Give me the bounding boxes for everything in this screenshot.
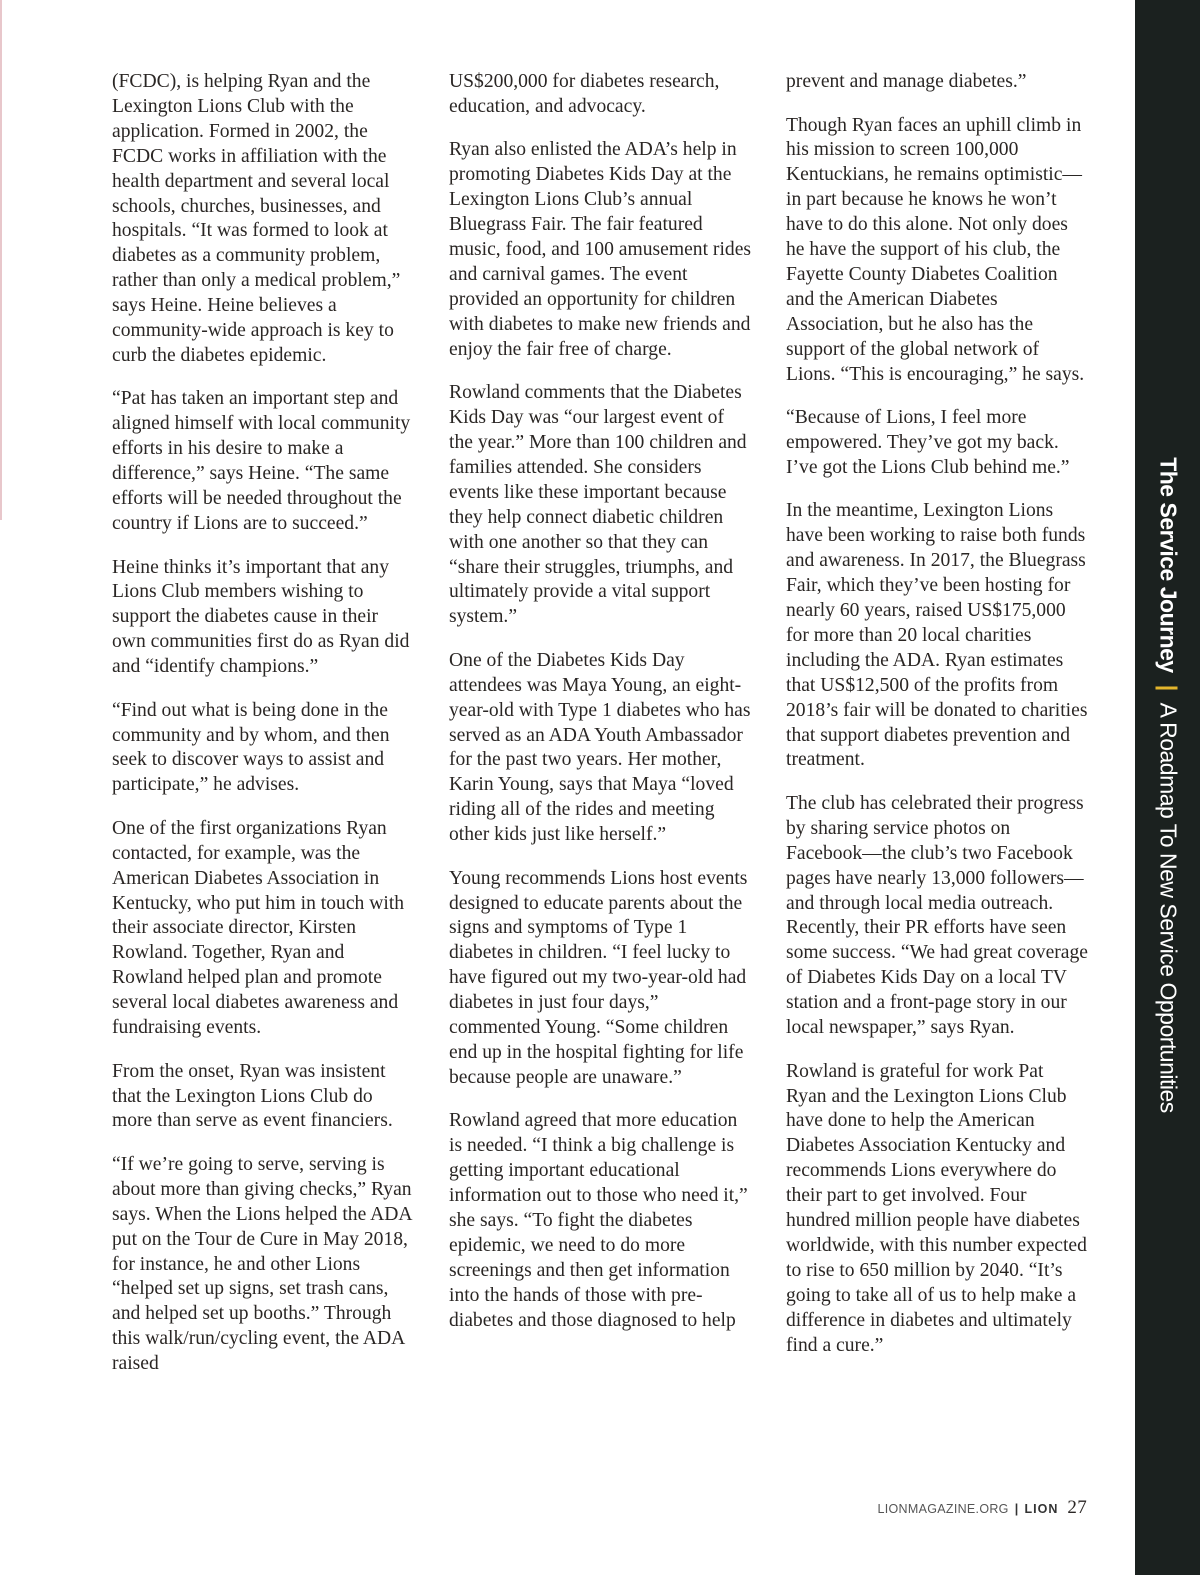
section-running-head	[1154, 457, 1181, 1113]
paragraph: “If we’re going to serve, serving is about more than giving checks,” Ryan says. When the Lions helped the ADA put on the Tour de Cure in May 2018, for instance, he and other Lions “helped set up signs, set trash cans, and helped set up booths.” Through this walk/run/cycling event, the ADA raised	[112, 1153, 412, 1375]
paragraph: The club has celebrated their progress by sharing service photos on Facebook—the club’s two Facebook pages have nearly 13,000 followers—and through local media outreach. Recently, their PR efforts have seen some success. “We had great coverage of Diabetes Kids Day on a local TV station and a front-page story in our local newspaper,” says Ryan.	[786, 792, 1088, 1039]
paragraph: Ryan also enlisted the ADA’s help in promoting Diabetes Kids Day at the Lexington Lions Club’s annual Bluegrass Fair. The fair featured music, food, and 100 amusement rides and carnival games. The event provided an opportunity for children with diabetes to make new friends and enjoy the fair free of charge.	[449, 139, 752, 360]
section-subtitle: A Roadmap To New Service Opportunities	[1155, 702, 1181, 1113]
paragraph: Though Ryan faces an uphill climb in his mission to screen 100,000 Kentuckians, he remains optimistic—in part because he knows he won’t have to do this alone. Not only does he have the support of his club, the Fayette County Diabetes Coalition and the American Diabetes Association, but he also has the support of the global network of Lions. “This is encouraging,” he says.	[786, 114, 1085, 385]
paragraph: From the onset, Ryan was insistent that the Lexington Lions Club do more than serve as event financiers.	[112, 1060, 393, 1132]
footer-separator: |	[1014, 1502, 1019, 1516]
footer-site: LIONMAGAZINE.ORG	[877, 1502, 1009, 1516]
section-title: The Service Journey	[1155, 457, 1181, 673]
section-sidebar	[1135, 0, 1200, 1575]
paragraph: prevent and manage diabetes.”	[786, 71, 1027, 92]
footer-brand: LION	[1024, 1502, 1059, 1516]
paragraph: Rowland is grateful for work Pat Ryan and the Lexington Lions Club have done to help the American Diabetes Association Kentucky and recommends Lions everywhere do their part to get involved. Four hundred million people have diabetes worldwide, with this number expected to rise to 650 million by 2040. “It’s going to take all of us to help make a difference in diabetes and ultimately find a cure.”	[786, 1060, 1087, 1356]
paragraph: Heine thinks it’s important that any Lions Club members wishing to support the diabetes cause in their own communities first do as Ryan did and “identify champions.”	[112, 556, 410, 678]
article-column-1	[112, 70, 414, 1396]
paragraph: One of the Diabetes Kids Day attendees was Maya Young, an eight-year-old with Type 1 diabetes who has served as an ADA Youth Ambassador for the past two years. Her mother, Karin Young, says that Maya “loved riding all of the rides and meeting other kids just like herself.”	[449, 649, 751, 846]
paragraph: Rowland agreed that more education is needed. “I think a big challenge is getting important educational information out to those who need it,” she says. “To fight the diabetes epidemic, we need to do more screenings and then get information into the hands of those with pre-diabetes and those diagnosed to help	[449, 1110, 748, 1331]
article-column-2	[449, 70, 751, 1352]
page-footer	[878, 1497, 1088, 1519]
sidebar-separator: |	[1155, 684, 1181, 691]
paragraph: Rowland comments that the Diabetes Kids Day was “our largest event of the year.” More than 100 children and families attended. She considers events like these important because they help connect diabetic children with one another so that they can “share their struggles, triumphs, and ultimately provide a vital support system.”	[449, 382, 747, 628]
paragraph: Young recommends Lions host events designed to educate parents about the signs and symptoms of Type 1 diabetes in children. “I feel lucky to have figured out my two-year-old had diabetes in just four days,” commented Young. “Some children end up in the hospital fighting for life because people are unaware.”	[449, 867, 748, 1088]
page-number: 27	[1067, 1497, 1087, 1518]
paragraph: “Because of Lions, I feel more empowered. They’ve got my back. I’ve got the Lions Club behind me.”	[786, 407, 1070, 478]
paragraph: One of the first organizations Ryan contacted, for example, was the American Diabetes Association in Kentucky, who put him in touch with their associate director, Kirsten Rowland. Together, Ryan and Rowland helped plan and promote several local diabetes awareness and fundraising events.	[112, 817, 405, 1039]
paragraph: “Pat has taken an important step and aligned himself with local community efforts in his desire to make a difference,” says Heine. “The same efforts will be needed throughout the country if Lions are to succeed.”	[112, 388, 411, 534]
page-edge-rule	[0, 0, 2, 520]
article-column-3	[786, 70, 1088, 1377]
paragraph: US$200,000 for diabetes research, education, and advocacy.	[449, 71, 720, 117]
paragraph: “Find out what is being done in the community and by whom, and then seek to discover ways to assist and participate,” he advises.	[112, 699, 390, 796]
paragraph: In the meantime, Lexington Lions have been working to raise both funds and awareness. In 2017, the Bluegrass Fair, which they’ve been hosting for nearly 60 years, raised US$175,000 for more than 20 local charities including the ADA. Ryan estimates that US$12,500 of the profits from 2018’s fair will be donated to charities that support diabetes prevention and treatment.	[786, 500, 1088, 771]
paragraph: (FCDC), is helping Ryan and the Lexington Lions Club with the application. Formed in 2002, the FCDC works in affiliation with the health department and several local schools, churches, businesses, and hospitals. “It was formed to look at diabetes as a community problem, rather than only a medical problem,” says Heine. Heine believes a community-wide approach is key to curb the diabetes epidemic.	[112, 71, 401, 366]
